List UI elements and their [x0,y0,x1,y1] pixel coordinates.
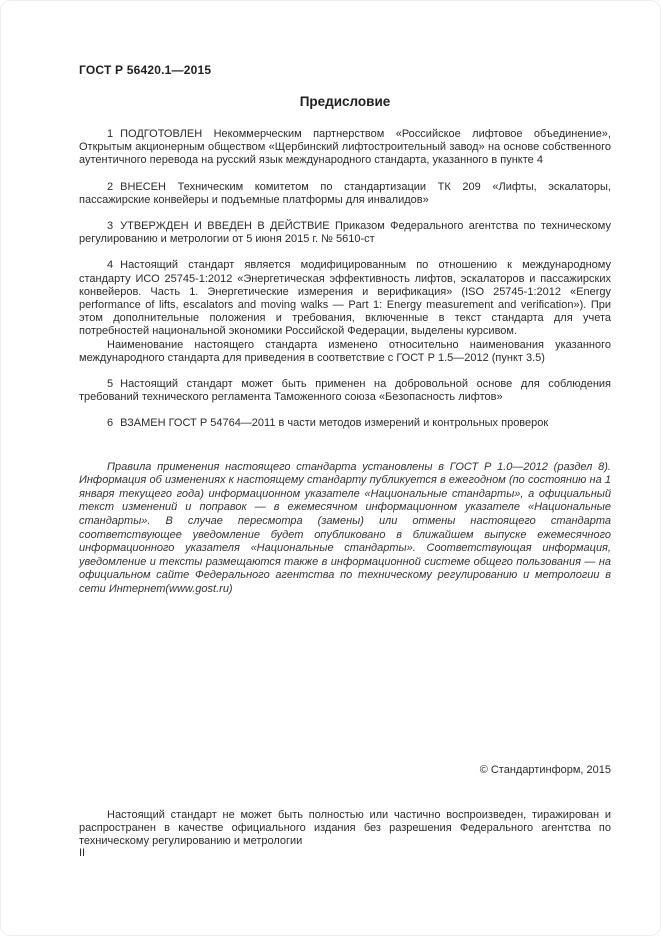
item-number: 2 [107,180,114,193]
item-text: Настоящий стандарт является модифицированным по отношению к международному стандарту ИСО 25745-1:2012 «Энергетическая эффективность лифтов, эскалаторов и пассажирских конвейеров. Часть 1. Энергетические измерения и верификация» (ISO 25745-1:2012 «Energy performance of lifts, escalators and moving walks — Part 1: Energy measurement and verification»). При этом дополнительные положения и требования, включенные в текст стандарта для учета потребностей национальной экономики Российской Федерации, выделены курсивом. [79,259,611,338]
item-text: ВЗАМЕН ГОСТ Р 54764—2011 в части методов измерений и контрольных проверок [120,417,549,430]
item-number: 3 [107,220,114,233]
foreword-item-4 [79,259,611,338]
item-text: ПОДГОТОВЛЕН Некоммерческим партнерством «Российское лифтовое объединение», Открытым акционерным обществом «Щербинский лифтостроительный завод» на основе собственного аутентичного перевода на русский язык международного стандарта, указанного в пункте 4 [79,128,611,167]
page-title: Предисловие [299,94,391,109]
copyright-notice: © Стандартинформ, 2015 [479,764,611,776]
item-text: УТВЕРЖДЕН И ВВЕДЕН В ДЕЙСТВИЕ Приказом Федерального агентства по техническому регулированию и метрологии от 5 июня 2015 г. № 5610-ст [79,220,611,246]
page-number: II [79,847,86,859]
page-content [79,63,611,597]
foreword-item-6 [79,417,611,430]
item-number: 5 [107,378,114,391]
reproduction-restriction-note: Настоящий стандарт не может быть полностью или частично воспроизведен, тиражирован и распространен в качестве официального издания без разрешения Федерального агентства по техническому регулированию и метрологии [79,809,611,848]
document-code: ГОСТ Р 56420.1—2015 [79,63,212,77]
foreword-item-1 [79,128,611,168]
foreword-item-2 [79,181,611,207]
foreword-item-5 [79,378,611,404]
item-text: Настоящий стандарт может быть применен на добровольной основе для соблюдения требований технического регламента Таможенного союза «Безопасность лифтов» [79,378,611,404]
application-rules-note: Правила применения настоящего стандарта установлены в ГОСТ Р 1.0—2012 (раздел 8). Информация об изменениях к настоящему стандарту публикуется в ежегодном (по состоянию на 1 января текущего года) информационном указателе «Национальные стандарты», а официальный текст изменений и поправок — в ежемесячном информационном указателе «Национальные стандарты». В случае пересмотра (замены) или отмены настоящего стандарта соответствующее уведомление будет опубликовано в ближайшем выпуске ежемесячного информационного указателя «Национальные стандарты». Соответствующая информация, уведомление и тексты размещаются также в информационной системе общего пользования — на официальном сайте Федерального агентства по техническому регулированию и метрологии в сети Интернет(www.gost.ru) [79,460,611,595]
foreword-item-3 [79,220,611,246]
item-text: ВНЕСЕН Техническим комитетом по стандартизации ТК 209 «Лифты, эскалаторы, пассажирские конвейеры и подъемные платформы для инвалидов» [79,180,611,206]
item-number: 1 [107,128,114,140]
foreword-item-4-continuation: Наименование настоящего стандарта изменено относительно наименования указанного международного стандарта для приведения в соответствие с ГОСТ Р 1.5—2012 (пункт 3.5) [79,338,611,364]
item-number: 6 [107,417,114,430]
item-number: 4 [107,259,114,272]
